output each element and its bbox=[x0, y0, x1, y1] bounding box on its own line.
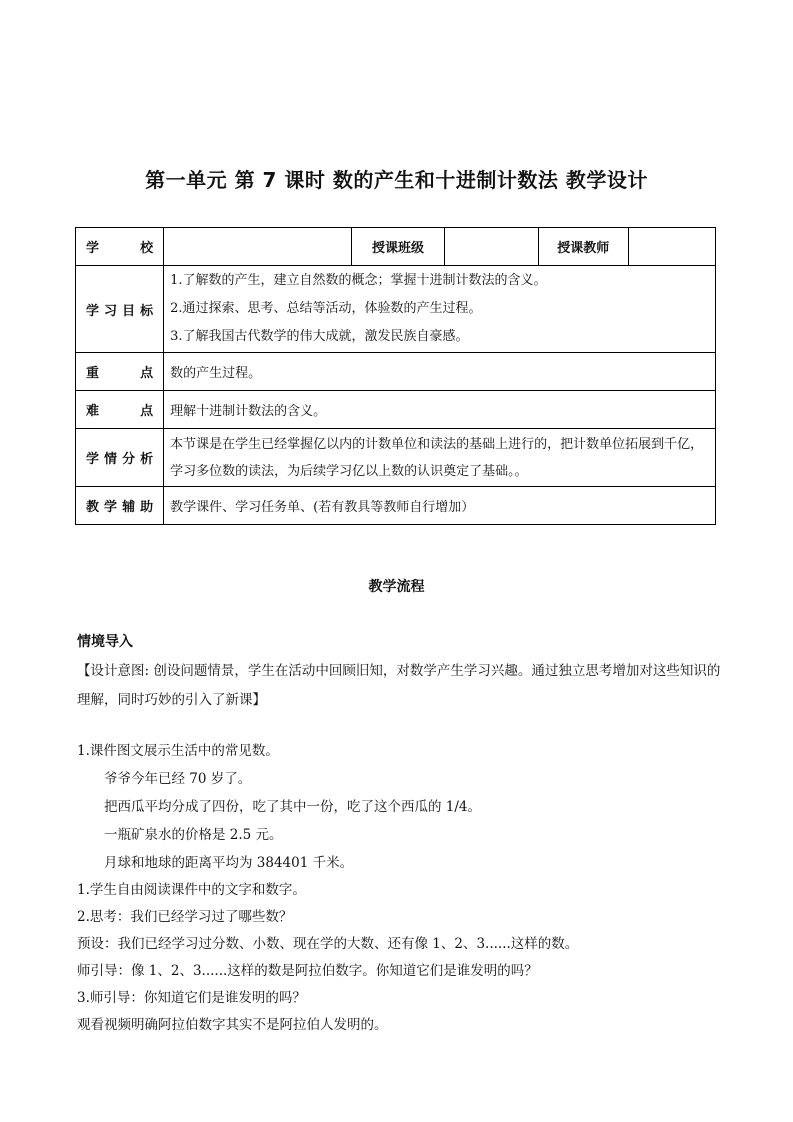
table-row-difficulty bbox=[76, 391, 716, 429]
table-row-analysis bbox=[76, 429, 716, 487]
list-item: 师引导：像 1、2、3......这样的数是阿拉伯数字。你知道它们是谁发明的吗？ bbox=[77, 963, 538, 979]
list-item: 1.学生自由阅读课件中的文字和数字。 bbox=[77, 882, 306, 898]
goal-item: 3.了解我国古代数学的伟大成就，激发民族自豪感。 bbox=[170, 329, 469, 344]
intro-heading: 情境导入 bbox=[77, 634, 133, 650]
document-title: 第一单元 第 7 课时 数的产生和十进制计数法 教学设计 bbox=[145, 168, 648, 192]
design-intent: 【设计意图: 创设问题情景，学生在活动中回顾旧知，对数学产生学习兴趣。通过独立思考增加对这些知识的理解，同时巧妙的引入了新课】 bbox=[77, 663, 721, 708]
aids-label: 教学辅助 bbox=[76, 487, 164, 525]
list-item: 爷爷今年已经 70 岁了。 bbox=[104, 771, 252, 787]
list-item: 把西瓜平均分成了四份，吃了其中一份，吃了这个西瓜的 1/4。 bbox=[104, 799, 482, 815]
difficulty-value: 理解十进制计数法的含义。 bbox=[164, 391, 716, 429]
process-title: 教学流程 bbox=[368, 579, 425, 595]
aids-value: 教学课件、学习任务单、(若有教具等教师自行增加） bbox=[164, 487, 716, 525]
table-row-key-point bbox=[76, 353, 716, 391]
goal-item: 1.了解数的产生，建立自然数的概念；掌握十进制计数法的含义。 bbox=[170, 273, 547, 288]
list-item: 一瓶矿泉水的价格是 2.5 元。 bbox=[104, 827, 283, 843]
list-item: 预设：我们已经学习过分数、小数、现在学的大数、还有像 1、2、3......这样的数。 bbox=[77, 936, 579, 952]
teacher-value bbox=[628, 228, 715, 266]
table-row-goals bbox=[76, 266, 716, 353]
difficulty-label: 难 点 bbox=[76, 391, 164, 429]
goals-cell bbox=[164, 266, 716, 353]
school-label: 学 校 bbox=[76, 228, 164, 266]
goal-item: 2.通过探索、思考、总结等活动，体验数的产生过程。 bbox=[170, 301, 482, 316]
list-item: 月球和地球的距离平均为 384401 千米。 bbox=[104, 855, 354, 871]
analysis-label: 学情分析 bbox=[76, 429, 164, 487]
table-row-school bbox=[76, 228, 716, 266]
list-item: 1.课件图文展示生活中的常见数。 bbox=[77, 743, 279, 759]
school-value bbox=[164, 228, 352, 266]
list-item: 2.思考：我们已经学习过了哪些数？ bbox=[77, 909, 293, 925]
table-row-aids bbox=[76, 487, 716, 525]
teacher-label: 授课教师 bbox=[538, 228, 628, 266]
analysis-value: 本节课是在学生已经掌握亿以内的计数单位和读法的基础上进行的，把计数单位拓展到千亿，学习多位数的读法，为后续学习亿以上数的认识奠定了基础。。 bbox=[164, 429, 716, 487]
list-item: 观看视频明确阿拉伯数字其实不是阿拉伯人发明的。 bbox=[77, 1017, 388, 1033]
key-point-label: 重 点 bbox=[76, 353, 164, 391]
class-value bbox=[445, 228, 538, 266]
goals-label: 学习目标 bbox=[76, 266, 164, 353]
key-point-value: 数的产生过程。 bbox=[164, 353, 716, 391]
list-item: 3.师引导：你知道它们是谁发明的吗？ bbox=[77, 990, 306, 1006]
lesson-info-table bbox=[75, 227, 716, 525]
class-label: 授课班级 bbox=[351, 228, 444, 266]
